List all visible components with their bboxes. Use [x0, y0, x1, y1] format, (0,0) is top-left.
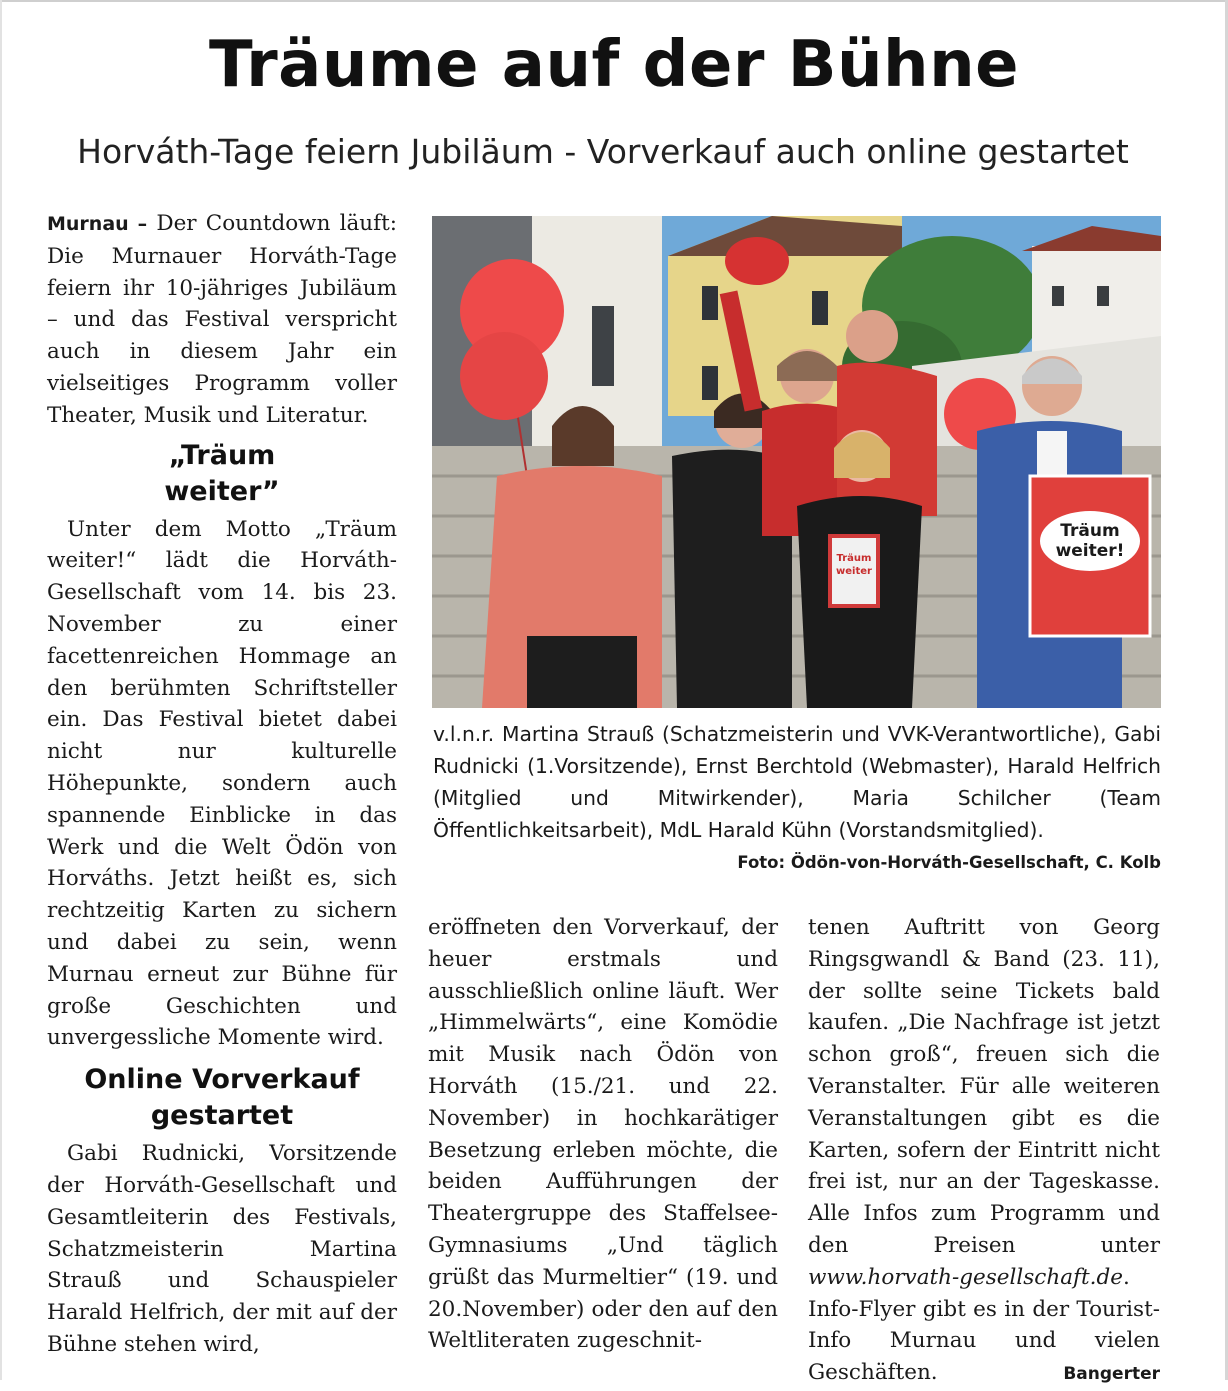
paragraph-vorverkauf-start: Gabi Rudnicki, Vorsitzende der Horváth-Gesellschaft und Gesamtleiterin des Festivals, Schatzmeisterin Martina Strauß und Schauspieler Harald Helfrich, der mit auf der Bühne stehen wird,	[47, 1141, 397, 1357]
author-name: Bangerter	[1063, 1364, 1160, 1385]
paragraph-continued-2	[808, 912, 1160, 1389]
photo-caption: v.l.n.r. Martina Strauß (Schatzmeisterin und VVK-Verantwortliche), Gabi Rudnicki (1.Vorsitzende), Ernst Berchtold (Webmaster), Harald Helfrich (Mitglied und Mitwirkender), Maria Schilcher (Team Öffentlichkeitsarbeit), MdL Harald Kühn (Vorstandsmitglied).	[433, 722, 1161, 842]
window	[812, 291, 828, 325]
website-link[interactable]: www.horvath-gesellschaft.de	[808, 1264, 1123, 1290]
person-head	[846, 310, 898, 362]
window	[1097, 286, 1109, 306]
red-prop	[725, 237, 789, 285]
paragraph-text-a: tenen Auftritt von Georg Ringsgwandl & Band (23. 11), der sollte seine Tickets bald kaufen. „Die Nachfrage ist jetzt schon groß“, freuen sich die Veranstalter. Für alle weiteren Veranstaltungen gibt es die Karten, sofern der Eintritt nicht frei ist, nur an der Tageskasse. Alle Infos zum Programm und den Preisen unter	[808, 915, 1160, 1258]
window	[702, 286, 718, 320]
paragraph-motto: Unter dem Motto „Träum weiter!“ lädt die Horváth-Gesellschaft vom 14. bis 23. November zu einer facettenreichen Hommage an den berühmten Schriftsteller ein. Das Festival bietet dabei nicht nur kulturelle Höhepunkte, sondern auch spannende Einblicke in das Werk und die Welt Ödön von Horváths. Jetzt heißt es, sich rechtzeitig Karten zu sichern und dabei zu sein, wenn Murnau erneut zur Bühne für große Geschichten und unvergessliche Momente wird.	[47, 516, 397, 1051]
window	[702, 366, 718, 400]
subheading-line-1: Online Vorverkauf	[84, 1064, 360, 1096]
subheading-line-1: „Träum	[168, 439, 276, 471]
subheading-online-vorverkauf	[47, 1062, 397, 1134]
article-column-3	[808, 912, 1160, 1391]
subheading-traeum-weiter	[47, 438, 397, 510]
poster-text-2: weiter!	[1055, 541, 1125, 561]
paragraph-continued: eröffneten den Vorverkauf, der heuer erstmals und ausschließlich online läuft. Wer „Himmelwärts“, eine Komödie mit Musik nach Ödön von Horváth (15./21. und 22. November) in hochkarätiger Besetzung erleben möchte, die beiden Aufführungen der Theatergruppe des Staffelsee-Gymnasiums „Und täglich grüßt das Murmeltier“ (19. und 20.November) oder den auf den Weltliteraten zugeschnit-	[428, 915, 778, 1354]
subheading-line-2: weiter”	[164, 475, 280, 507]
flyer-text-1: Träum	[836, 553, 872, 564]
window	[592, 306, 614, 386]
page-border-top	[0, 0, 1228, 2]
window	[1052, 286, 1064, 306]
page-border-left	[0, 0, 2, 1380]
article-subheadline: Horváth-Tage feiern Jubiläum - Vorverkauf auch online gestartet	[77, 132, 1129, 171]
article-photo	[432, 216, 1161, 708]
lead-paragraph	[47, 208, 397, 432]
dateline: Murnau –	[47, 213, 148, 235]
flyer-text-2: weiter	[836, 566, 872, 577]
article-headline: Träume auf der Bühne	[208, 28, 1020, 102]
balloon	[460, 332, 548, 420]
article-column-2	[428, 912, 778, 1357]
photo-illustration	[432, 216, 1161, 708]
paragraph-text-b: . Info-Flyer gibt es in der Tourist-Info Murnau und vielen Geschäften.	[808, 1264, 1160, 1386]
poster-text-1: Träum	[1060, 521, 1120, 541]
photo-credit: Foto: Ödön-von-Horváth-Gesellschaft, C. Kolb	[737, 853, 1161, 872]
article-column-1	[47, 208, 397, 1361]
lead-text: Der Countdown läuft: Die Murnauer Horváth-Tage feiern ihr 10-jähriges Jubiläum – und das Festival verspricht auch in diesem Jahr ein vielseitiges Programm voller Theater, Musik und Literatur.	[47, 211, 397, 428]
subheading-line-2: gestartet	[150, 1100, 294, 1132]
